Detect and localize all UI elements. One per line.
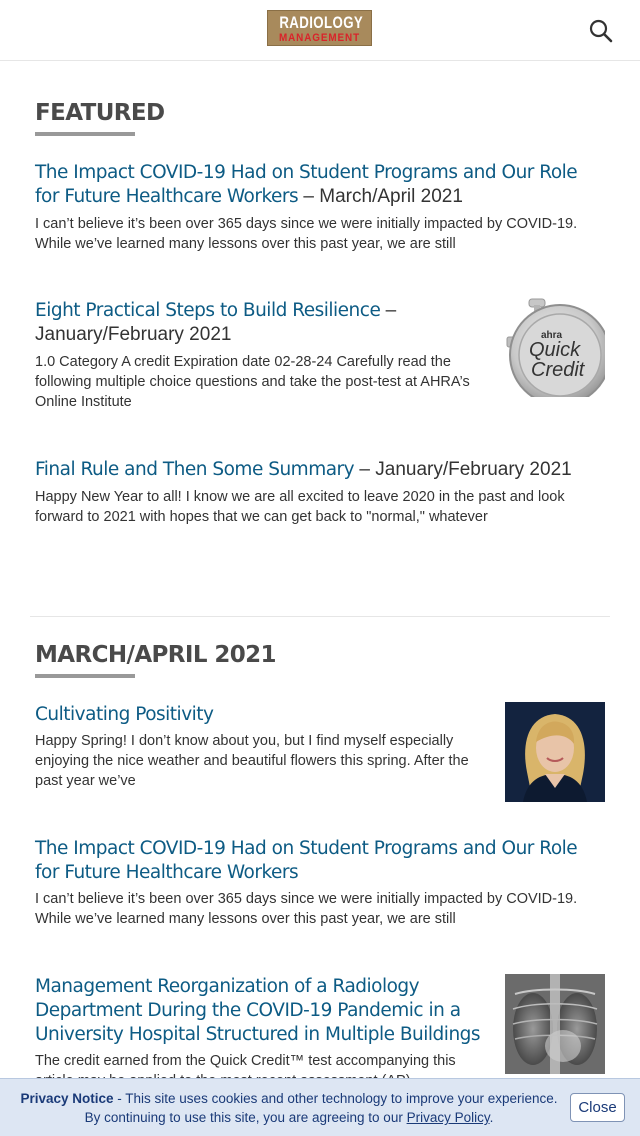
privacy-policy-link[interactable]: Privacy Policy — [406, 1110, 490, 1125]
featured-article-3-link[interactable] — [35, 458, 605, 482]
featured-article-1-title[interactable]: The Impact COVID-19 Had on Student Programs and Our Role for Future Healthcare Workers — [35, 162, 578, 207]
issue-article-3-title[interactable]: Management Reorganization of a Radiology Department During the COVID-19 Pandemic in a University Hospital Structured in Multiple Buildings — [35, 976, 481, 1045]
issue-article-2-title[interactable]: The Impact COVID-19 Had on Student Programs and Our Role for Future Healthcare Workers — [35, 838, 578, 883]
issue-article-2-excerpt: I can’t believe it’s been over 365 days since we were initially impacted by COVID-19. While we’ve learned many lessons over this past year, we are still — [35, 891, 578, 927]
search-icon — [588, 18, 614, 44]
logo-line1: RADIOLOGY — [279, 13, 364, 32]
featured-heading: FEATURED — [35, 100, 165, 126]
privacy-notice-banner — [0, 1078, 640, 1136]
section-divider — [30, 616, 610, 617]
chest-xray-image — [505, 974, 605, 1074]
quick-credit-thumbnail[interactable] — [505, 297, 605, 397]
issue-article-1-excerpt: Happy Spring! I don’t know about you, but I find myself especially enjoying the nice weather and beautiful flowers this spring. After the past year we’ve — [35, 733, 469, 789]
featured-article-2-dash: – — [380, 300, 397, 321]
featured-article-3-date: – January/February 2021 — [354, 459, 572, 480]
chest-xray-thumbnail[interactable] — [505, 974, 605, 1074]
quick-credit-label-1: Quick — [529, 339, 581, 361]
author-portrait-image — [505, 702, 605, 802]
privacy-notice-text — [14, 1089, 564, 1127]
featured-article-2-date: January/February 2021 — [35, 324, 232, 345]
featured-underline — [35, 132, 135, 136]
quick-credit-label-2: Credit — [531, 359, 585, 381]
quick-credit-ahra: ahra — [541, 330, 563, 341]
featured-article-2-link[interactable] — [35, 299, 405, 347]
privacy-notice-label: Privacy Notice — [20, 1091, 114, 1106]
radiology-management-logo[interactable] — [267, 10, 372, 46]
issue-heading: MARCH/APRIL 2021 — [35, 642, 276, 668]
privacy-notice-message: - This site uses cookies and other technology to improve your experience. By continuing to use this site, you are agreeing to our — [84, 1091, 558, 1125]
author-photo[interactable] — [505, 702, 605, 802]
featured-article-3-title[interactable]: Final Rule and Then Some Summary — [35, 459, 355, 480]
featured-article-1-date: – March/April 2021 — [298, 186, 463, 207]
search-button[interactable] — [588, 18, 614, 44]
issue-article-1-title[interactable]: Cultivating Positivity — [35, 704, 214, 725]
close-privacy-button[interactable]: Close — [570, 1093, 625, 1122]
featured-article-3-excerpt: Happy New Year to all! I know we are all excited to leave 2020 in the past and look forward to 2021 with hopes that we can get back to "normal," whatever — [35, 489, 565, 525]
featured-article-2-title[interactable]: Eight Practical Steps to Build Resilience — [35, 300, 381, 321]
issue-article-3-excerpt: The credit earned from the Quick Credit™ test accompanying this — [35, 1053, 456, 1069]
featured-article-1-excerpt: I can’t believe it’s been over 365 days since we were initially impacted by COVID-19. While we’ve learned many lessons over this past year, we are still — [35, 216, 578, 252]
featured-article-2-excerpt: 1.0 Category A credit Expiration date 02-28-24 Carefully read the following multiple choice questions and take the post-test at AHRA’s Online Institute — [35, 354, 470, 410]
site-header — [0, 0, 640, 61]
featured-article-1-link[interactable] — [35, 161, 605, 209]
privacy-notice-end: . — [489, 1110, 494, 1125]
logo-line2: MANAGEMENT — [278, 32, 361, 44]
issue-underline — [35, 674, 135, 678]
